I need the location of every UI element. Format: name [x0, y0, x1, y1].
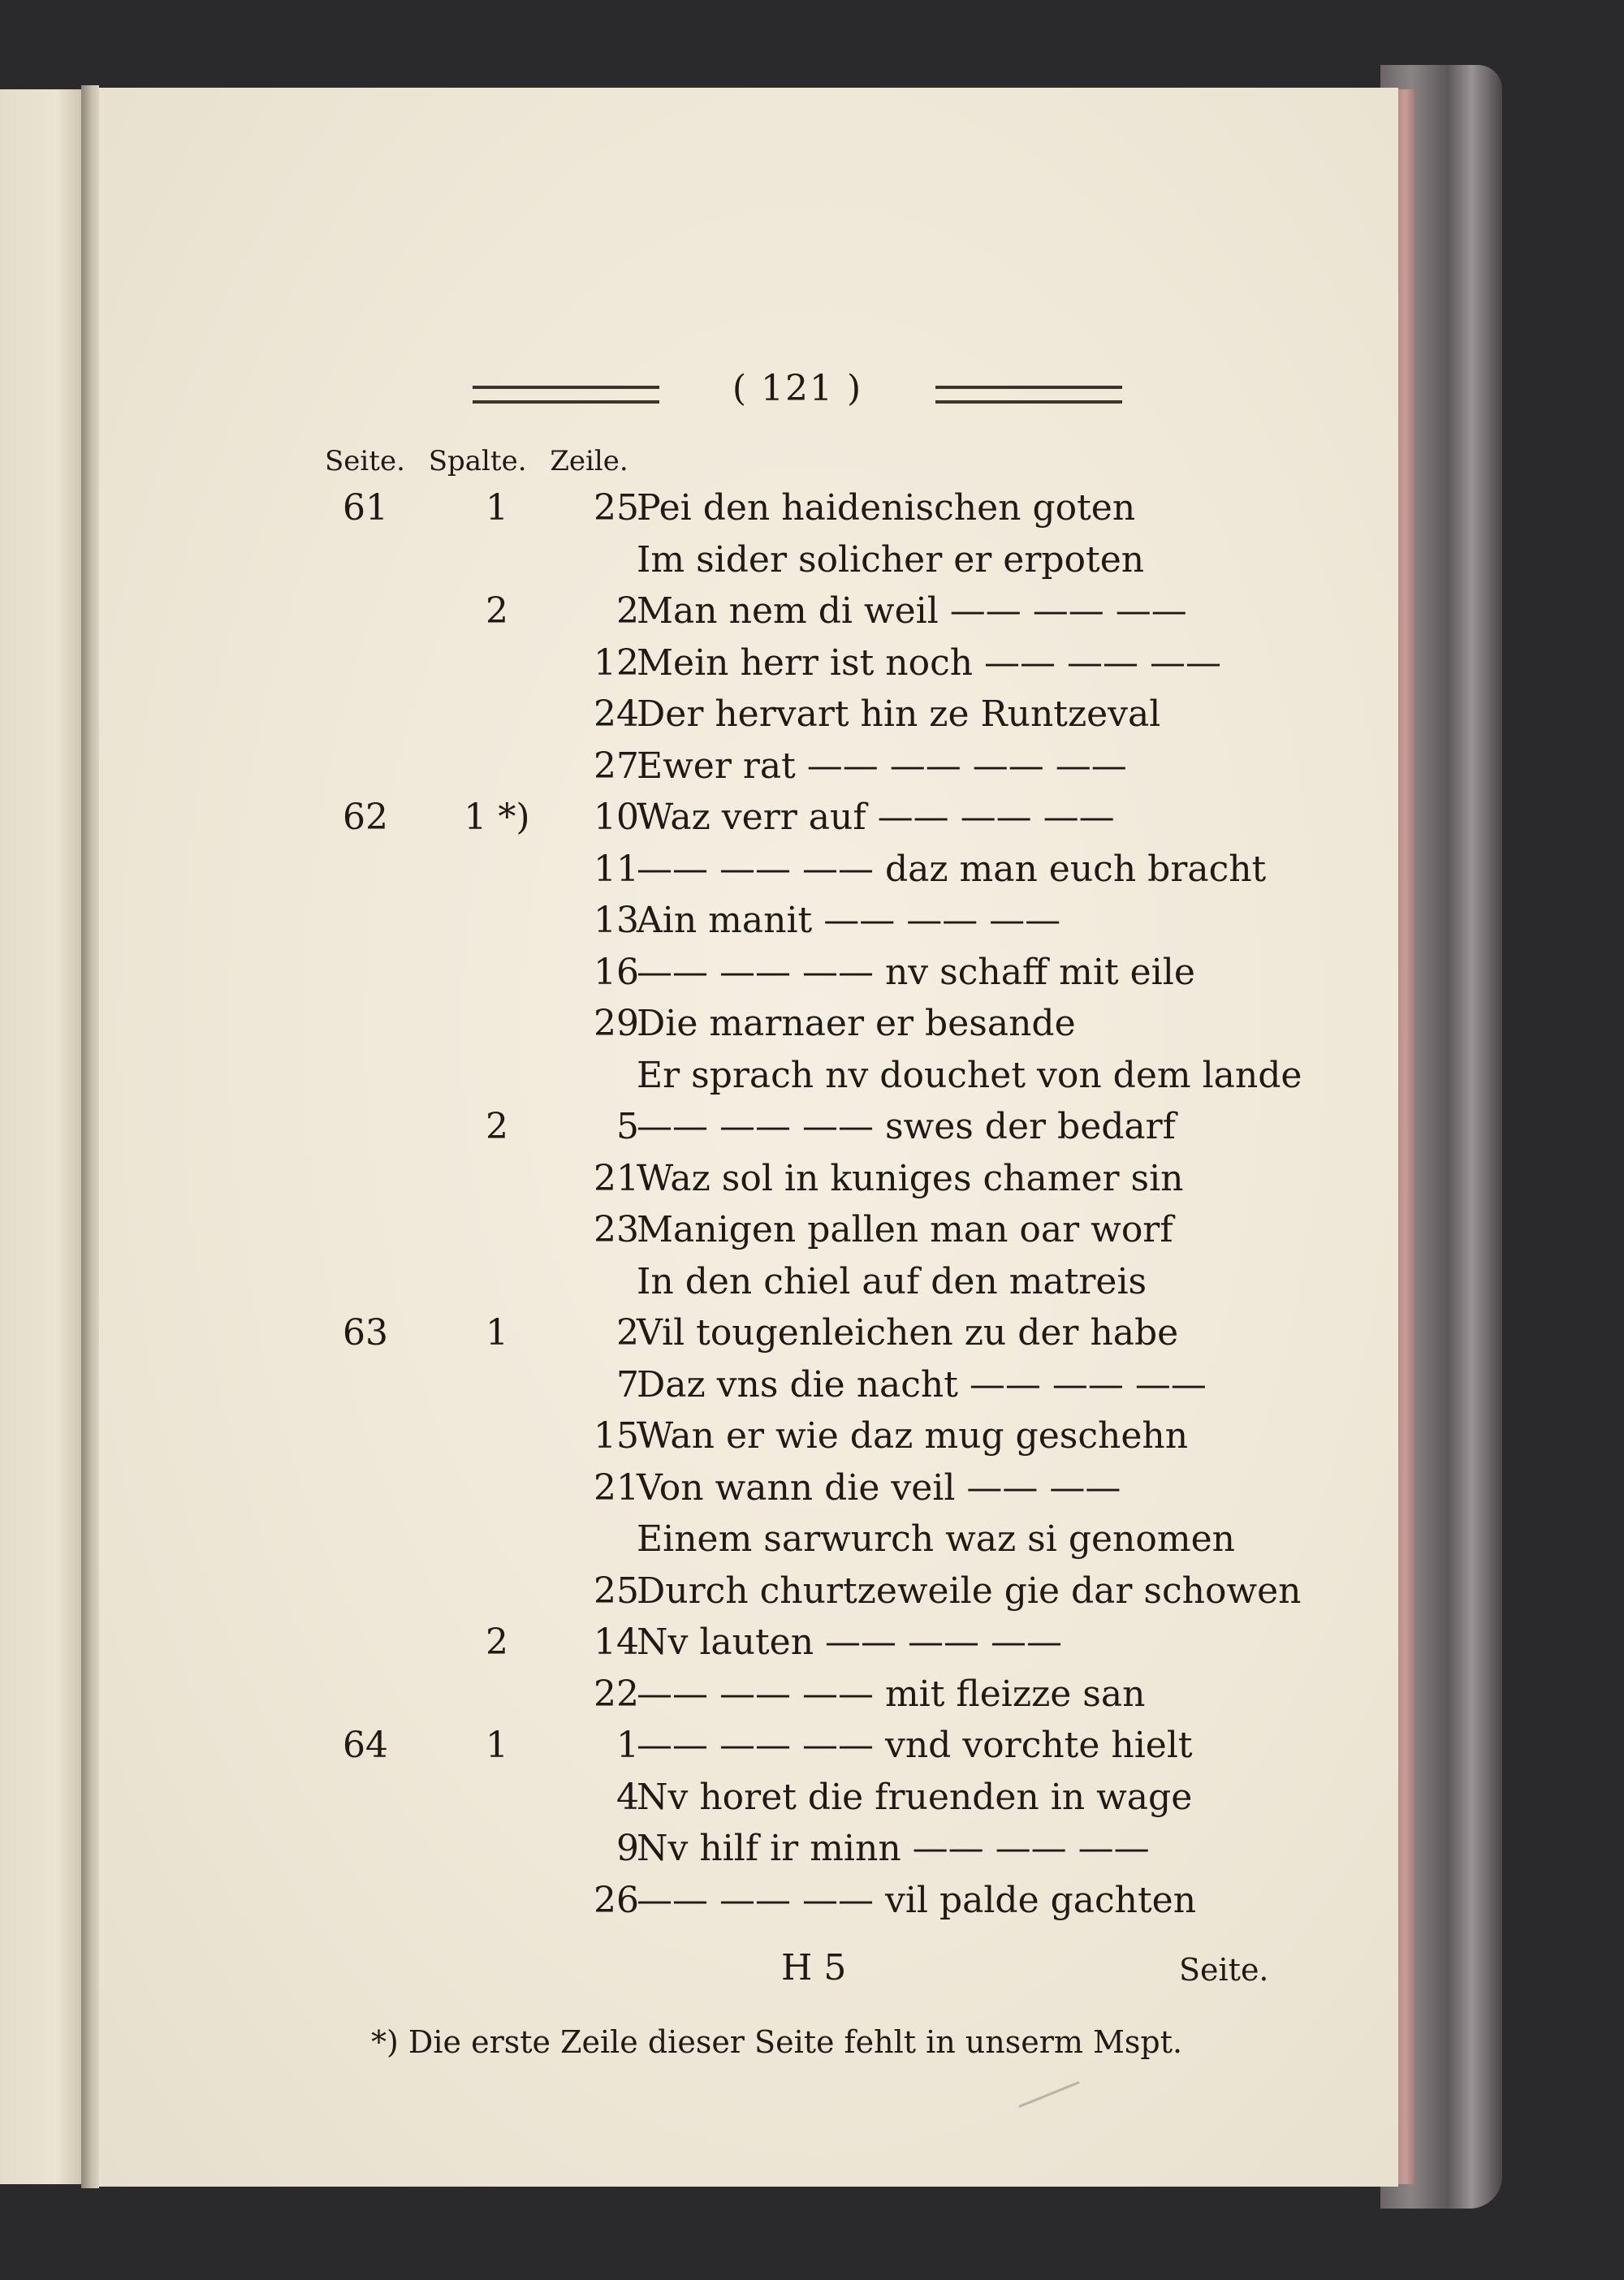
table-row — [99, 1209, 1317, 1256]
cell-spalte: 1 — [486, 1312, 508, 1354]
cell-zeile: 9 — [616, 1828, 639, 1869]
column-header-spalte: Spalte. — [428, 445, 527, 477]
cell-text: Er sprach nv douchet von dem lande — [637, 1054, 1302, 1096]
table-row — [99, 1828, 1317, 1875]
table-row — [99, 952, 1317, 999]
table-row — [99, 590, 1317, 637]
table-row — [99, 1518, 1317, 1565]
table-row — [99, 849, 1317, 896]
cell-zeile: 27 — [594, 745, 639, 787]
table-row — [99, 1880, 1317, 1927]
cell-zeile: 1 — [616, 1725, 639, 1766]
cell-text: Durch churtzeweile gie dar schowen — [637, 1570, 1302, 1612]
header-rule-right — [935, 386, 1122, 404]
table-row — [99, 1467, 1317, 1514]
cell-text: Einem sarwurch waz si genomen — [637, 1518, 1235, 1560]
cell-text: Wan er wie daz mug geschehn — [637, 1415, 1189, 1457]
table-row — [99, 487, 1317, 534]
table-row — [99, 1261, 1317, 1308]
table-row — [99, 642, 1317, 689]
book-page — [99, 88, 1398, 2187]
cell-text: Pei den haidenischen goten — [637, 487, 1136, 529]
cell-zeile: 13 — [594, 900, 639, 941]
cell-zeile: 4 — [616, 1776, 639, 1818]
table-row — [99, 1312, 1317, 1359]
cell-seite: 61 — [343, 487, 388, 529]
signature-mark: H 5 — [781, 1947, 847, 1989]
cell-text: Von wann die veil —— —— — [637, 1466, 1121, 1509]
cell-text: Der hervart hin ze Runtzeval — [637, 693, 1161, 735]
cell-spalte: 1 *) — [464, 797, 530, 838]
cell-zeile: 16 — [594, 951, 639, 993]
table-row — [99, 1158, 1317, 1205]
cell-text: Man nem di weil —— —— —— — [637, 590, 1187, 632]
column-headers — [325, 445, 643, 477]
catchword: Seite. — [1179, 1952, 1269, 1988]
cell-spalte: 1 — [486, 1725, 508, 1766]
table-row — [99, 1570, 1317, 1617]
cell-text: Daz vns die nacht —— —— —— — [637, 1363, 1207, 1406]
cell-text: —— —— —— swes der bedarf — [637, 1106, 1176, 1147]
cell-zeile: 10 — [594, 797, 639, 838]
cell-text: Ewer rat —— —— —— —— — [637, 745, 1127, 787]
table-row — [99, 1725, 1317, 1772]
cell-spalte: 1 — [486, 487, 508, 529]
cell-zeile: 29 — [594, 1003, 639, 1044]
book-gutter — [81, 85, 99, 2188]
cell-zeile: 11 — [594, 848, 639, 890]
cell-zeile: 24 — [594, 693, 639, 735]
cell-text: Nv hilf ir minn —— —— —— — [637, 1828, 1150, 1869]
cell-zeile: 23 — [594, 1209, 639, 1250]
table-row — [99, 745, 1317, 792]
table-row — [99, 693, 1317, 741]
cell-zeile: 5 — [616, 1106, 639, 1147]
cell-spalte: 2 — [486, 1106, 508, 1147]
footnote: *) Die erste Zeile dieser Seite fehlt in unserm Mspt. — [371, 2024, 1183, 2060]
table-row — [99, 1364, 1317, 1411]
table-row — [99, 1415, 1317, 1462]
cell-zeile: 21 — [594, 1157, 639, 1199]
cell-text: —— —— —— daz man euch bracht — [637, 848, 1267, 890]
cell-seite: 63 — [343, 1312, 388, 1354]
cell-seite: 62 — [343, 797, 388, 838]
table-row — [99, 539, 1317, 586]
cell-text: Im sider solicher er erpoten — [637, 538, 1145, 581]
table-row — [99, 1055, 1317, 1102]
page-header — [473, 368, 1122, 417]
table-row — [99, 1777, 1317, 1824]
page-number: ( 121 ) — [732, 368, 863, 409]
cell-zeile: 21 — [594, 1466, 639, 1509]
cell-text: In den chiel auf den matreis — [637, 1260, 1147, 1302]
cell-text: Ain manit —— —— —— — [637, 900, 1061, 941]
column-header-seite: Seite. — [325, 445, 405, 477]
cell-text: Waz verr auf —— —— —— — [637, 797, 1115, 838]
cell-zeile: 25 — [594, 487, 639, 529]
cell-zeile: 15 — [594, 1415, 639, 1457]
cell-text: —— —— —— vnd vorchte hielt — [637, 1725, 1193, 1766]
cell-zeile: 26 — [594, 1879, 639, 1921]
cell-zeile: 7 — [616, 1363, 639, 1406]
left-page-edge — [0, 89, 81, 2184]
cell-spalte: 2 — [486, 1621, 508, 1663]
table-row — [99, 1621, 1317, 1669]
column-header-zeile: Zeile. — [550, 445, 628, 477]
table-row — [99, 1003, 1317, 1050]
cell-text: Die marnaer er besande — [637, 1003, 1076, 1044]
cell-zeile: 22 — [594, 1673, 639, 1715]
page-edge-red — [1397, 89, 1415, 2184]
cell-spalte: 2 — [486, 590, 508, 632]
cell-text: —— —— —— nv schaff mit eile — [637, 951, 1195, 993]
table-row — [99, 1673, 1317, 1721]
cell-text: Nv horet die fruenden in wage — [637, 1776, 1193, 1818]
cell-text: —— —— —— mit fleizze san — [637, 1673, 1146, 1715]
table-row — [99, 797, 1317, 844]
cell-text: Waz sol in kuniges chamer sin — [637, 1157, 1184, 1199]
cell-zeile: 14 — [594, 1621, 639, 1663]
cell-seite: 64 — [343, 1725, 388, 1766]
table-row — [99, 1106, 1317, 1153]
cell-zeile: 2 — [616, 590, 639, 632]
cell-text: —— —— —— vil palde gachten — [637, 1879, 1197, 1921]
cell-text: Nv lauten —— —— —— — [637, 1621, 1063, 1663]
cell-zeile: 2 — [616, 1312, 639, 1354]
cell-zeile: 12 — [594, 641, 639, 684]
table-row — [99, 900, 1317, 947]
cell-text: Mein herr ist noch —— —— —— — [637, 641, 1222, 684]
cell-text: Manigen pallen man oar worf — [637, 1209, 1173, 1250]
cell-text: Vil tougenleichen zu der habe — [637, 1312, 1179, 1354]
cell-zeile: 25 — [594, 1570, 639, 1612]
pencil-mark — [1018, 2081, 1079, 2108]
